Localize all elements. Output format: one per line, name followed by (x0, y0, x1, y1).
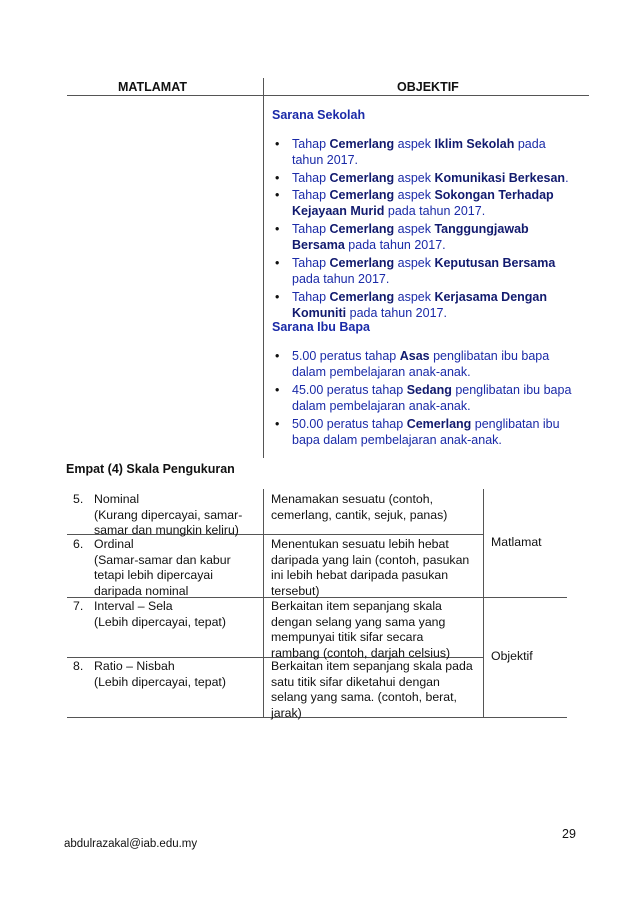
sarana-sekolah-section (272, 108, 577, 323)
header-matlamat: MATLAMAT (118, 80, 187, 94)
scale-name: Interval – Sela (Lebih dipercayai, tepat) (94, 599, 226, 629)
list-item: • Tahap Cemerlang aspek Kerjasama Dengan Komuniti pada tahun 2017. (275, 290, 548, 320)
scale-meaning: Menentukan sesuatu lebih hebat daripada yang lain (contoh, pasukan ini lebih hebat daripada pasukan tersebut) (271, 537, 470, 598)
sarana-ibubapa-list (272, 348, 577, 449)
row-number: 6. (73, 537, 84, 551)
list-item: • Tahap Cemerlang aspek Keputusan Bersama pada tahun 2017. (275, 256, 556, 286)
scale-meaning: Menamakan sesuatu (contoh, cemerlang, cantik, sejuk, panas) (271, 492, 448, 522)
list-item: • 45.00 peratus tahap Sedang penglibatan ibu bapa dalam pembelajaran anak-anak. (275, 383, 572, 413)
list-item: • Tahap Cemerlang aspek Komunikasi Berkesan. (275, 171, 569, 185)
group-matlamat: Matlamat (491, 535, 542, 549)
sarana-sekolah-title: Sarana Sekolah (272, 108, 366, 122)
group-objektif: Objektif (491, 649, 533, 663)
list-item: • Tahap Cemerlang aspek Iklim Sekolah pada tahun 2017. (275, 137, 546, 167)
scale-name: Ratio – Nisbah (Lebih dipercayai, tepat) (94, 659, 226, 689)
sarana-sekolah-list (272, 136, 577, 322)
row-number: 8. (73, 659, 84, 673)
list-item: • 5.00 peratus tahap Asas penglibatan ibu bapa dalam pembelajaran anak-anak. (275, 349, 550, 379)
list-item: • Tahap Cemerlang aspek Tanggungjawab Bersama pada tahun 2017. (275, 222, 529, 252)
footer-email: abdulrazakal@iab.edu.my (64, 838, 198, 850)
column-divider-top (263, 78, 264, 458)
table-vline-2 (483, 489, 484, 718)
page-number: 29 (562, 827, 576, 841)
row-number: 7. (73, 599, 84, 613)
scale-meaning: Berkaitan item sepanjang skala pada satu titik sifar diketahui dengan selang yang sama. (contoh, berat, jarak) (271, 659, 473, 720)
sarana-ibubapa-title: Sarana Ibu Bapa (272, 320, 370, 334)
scale-meaning: Berkaitan item sepanjang skala dengan selang yang sama yang mempunyai titik sifar secara rambang (contoh, darjah celsius) (271, 599, 451, 660)
sarana-ibubapa-section (272, 320, 577, 450)
scale-name: Nominal (Kurang dipercayai, samar-samar dan mungkin keliru) (94, 492, 243, 537)
table-vline-1 (263, 489, 264, 718)
scale-name: Ordinal (Samar-samar dan kabur tetapi lebih dipercayai daripada nominal (94, 537, 231, 598)
row-number: 5. (73, 492, 84, 506)
list-item: • Tahap Cemerlang aspek Sokongan Terhadap Kejayaan Murid pada tahun 2017. (275, 188, 554, 218)
skala-heading: Empat (4) Skala Pengukuran (66, 462, 235, 476)
header-divider (67, 95, 589, 96)
list-item: • 50.00 peratus tahap Cemerlang penglibatan ibu bapa dalam pembelajaran anak-anak. (275, 417, 560, 447)
header-objektif: OBJEKTIF (397, 80, 459, 94)
